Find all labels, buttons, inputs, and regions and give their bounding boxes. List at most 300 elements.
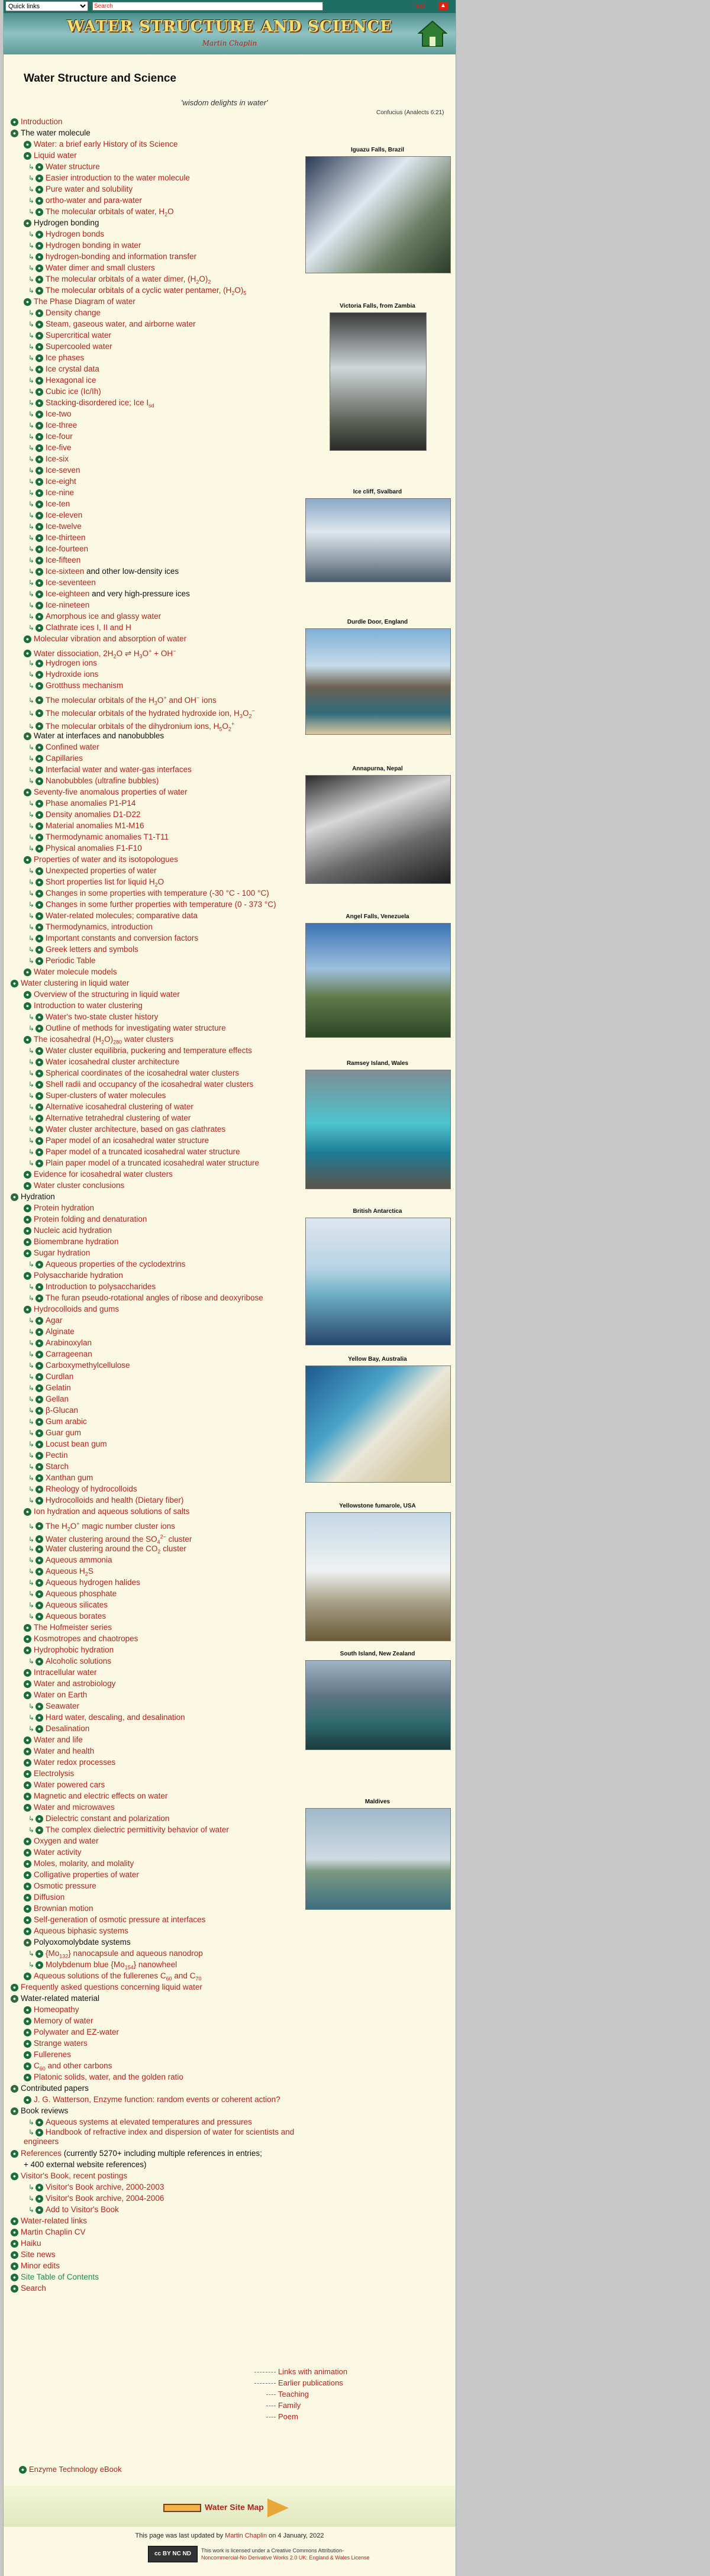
bullet-icon: ● — [36, 1429, 43, 1437]
toc-link[interactable]: Platonic solids, water, and the golden ratio — [34, 2073, 183, 2081]
toc-link[interactable]: Visitor's Book, recent postings — [21, 2171, 128, 2180]
toc-link[interactable]: Water: a brief early History of its Science — [34, 140, 178, 149]
toc-link[interactable]: Physical anomalies F1-F10 — [46, 844, 142, 853]
toc-link[interactable]: Ice-eight — [46, 477, 76, 486]
toc-item — [11, 397, 295, 408]
toc-link[interactable]: Magnetic and electric effects on water — [34, 1791, 168, 1800]
bullet-icon: ● — [24, 141, 31, 149]
toc-link[interactable]: Seawater — [46, 1702, 80, 1710]
toc-item — [11, 932, 295, 944]
toc-link[interactable]: Aqueous phosphate — [46, 1589, 117, 1598]
branch-arrow-icon: ↳ — [28, 365, 34, 373]
toc-link[interactable]: The Hofmeister series — [34, 1623, 112, 1632]
toc-link[interactable]: The molecular orbitals of a cyclic water pentamer, $(H_2O)_5$ — [46, 286, 247, 296]
toc-link[interactable]: Homeopathy — [34, 2005, 79, 2014]
toc-link[interactable]: J. G. Watterson, Enzyme function: random events or coherent action? — [34, 2095, 280, 2104]
toc-item — [11, 1067, 295, 1079]
toc-link[interactable]: Introduction — [21, 117, 63, 126]
toc-link[interactable]: Carboxymethylcellulose — [46, 1361, 130, 1370]
bullet-icon: ● — [36, 1339, 43, 1347]
toc-link[interactable]: Molecular vibration and absorption of water — [34, 634, 187, 643]
toc-link[interactable]: Ice-two — [46, 409, 72, 418]
site-banner — [4, 13, 456, 54]
toc-link[interactable]: Ice-eleven — [46, 511, 83, 519]
link-teaching[interactable]: Teaching — [278, 2390, 309, 2399]
toc-link[interactable]: Site news — [21, 2250, 56, 2259]
toc-item — [11, 1543, 295, 1554]
bullet-icon: ● — [11, 2107, 18, 2115]
bullet-icon: ● — [36, 957, 43, 965]
toc-item — [11, 1258, 295, 1270]
toc-item — [11, 240, 295, 251]
home-icon[interactable] — [418, 19, 447, 49]
bullet-icon: ● — [36, 1613, 43, 1621]
bullet-icon: ● — [24, 1770, 31, 1778]
toc-link[interactable]: Carrageenan — [46, 1350, 92, 1358]
toc-link[interactable]: Water and microwaves — [34, 1803, 115, 1812]
toc-item — [11, 2204, 295, 2215]
toc-link[interactable]: Self-generation of osmotic pressure at interfaces — [34, 1915, 206, 1924]
toc-link[interactable]: Properties of water and its isotopologues — [34, 855, 178, 864]
bullet-icon: ● — [24, 1250, 31, 1257]
toc-link[interactable]: $\{Mo_{132}\}$ nanocapsule and aqueous nanodrop — [46, 1949, 203, 1960]
page-title: Water Structure and Science — [24, 72, 176, 85]
toc-link[interactable]: Super-clusters of water molecules — [46, 1091, 166, 1100]
toc-item — [11, 1191, 295, 1202]
toc-link[interactable]: Protein hydration — [34, 1203, 95, 1212]
toc-link[interactable]: Pure water and solubility — [46, 185, 133, 193]
toc-link[interactable]: Ice-fifteen — [46, 556, 81, 564]
toc-link[interactable]: Water cluster architecture, based on gas clathrates — [46, 1125, 226, 1134]
toc-heading: Hydration — [21, 1192, 55, 1201]
bullet-icon: ● — [36, 501, 43, 508]
toc-link[interactable]: Density anomalies D1-D22 — [46, 810, 141, 819]
bullet-icon: ● — [36, 755, 43, 763]
toc-link[interactable]: Periodic Table — [46, 956, 96, 965]
toc-link[interactable]: Capillaries — [46, 754, 83, 763]
toc-link[interactable]: Greek letters and symbols — [46, 945, 138, 954]
toc-item — [11, 206, 295, 217]
bullet-icon: ● — [11, 2274, 18, 2281]
toc-link[interactable]: Aqueous biphasic systems — [34, 1926, 128, 1935]
toc-link[interactable]: Ice-four — [46, 432, 73, 441]
branch-arrow-icon: ↳ — [28, 624, 34, 632]
toc-link[interactable]: The icosahedral $(H_2O)_{280}$ water clusters — [34, 1035, 174, 1045]
link-earlier-publications[interactable]: Earlier publications — [278, 2378, 343, 2387]
bullet-icon: ● — [24, 1306, 31, 1313]
site-map-button[interactable] — [163, 2498, 289, 2517]
toc-link[interactable]: Ice-sixteen — [46, 567, 85, 576]
toc-item — [11, 1022, 295, 1034]
toc-item — [11, 865, 295, 876]
toc-link[interactable]: Introduction to polysaccharides — [46, 1282, 156, 1291]
toc-item — [11, 1723, 295, 1734]
toc-item — [11, 1903, 295, 1914]
bullet-icon: ● — [36, 163, 43, 171]
toc-link[interactable]: Ion hydration and aqueous solutions of salts — [34, 1507, 190, 1516]
toc-link[interactable]: The molecular orbitals of a water dimer, $(H_2O)_2$ — [46, 275, 211, 285]
bullet-icon: ● — [11, 2085, 18, 2093]
toc-link[interactable]: Haiku — [21, 2239, 41, 2248]
bullet-icon: ● — [36, 366, 43, 373]
toc-item — [11, 172, 295, 183]
toc-link[interactable]: Desalination — [46, 1724, 90, 1733]
toc-link[interactable]: Aqueous hydrogen halides — [46, 1578, 140, 1587]
toc-link[interactable]: Rheology of hydrocolloids — [46, 1484, 137, 1493]
toc-link[interactable]: Water and life — [34, 1735, 83, 1744]
branch-arrow-icon: ↳ — [28, 934, 34, 942]
toc-link[interactable]: Water and health — [34, 1747, 95, 1755]
toc-item — [11, 408, 295, 419]
toc-link[interactable]: Steam, gaseous water, and airborne water — [46, 319, 196, 328]
bullet-icon: ● — [36, 660, 43, 667]
toc-link[interactable]: Aqueous $H_2S$ — [46, 1567, 93, 1577]
toc-link[interactable]: Memory of water — [34, 2016, 93, 2025]
find-button[interactable]: Find — [412, 2, 425, 9]
toc-link[interactable]: Ice phases — [46, 353, 85, 362]
branch-arrow-icon: ↳ — [28, 545, 34, 553]
author-link[interactable]: Martin Chaplin — [225, 2532, 267, 2539]
search-input[interactable]: Search — [92, 2, 323, 11]
branch-arrow-icon: ↳ — [28, 320, 34, 328]
toc-item — [11, 1970, 295, 1981]
toc-link[interactable]: Water clustering around the $CO_2$ cluster — [46, 1544, 186, 1555]
toc-link[interactable]: Spherical coordinates of the icosahedral water clusters — [46, 1069, 240, 1077]
toc-link[interactable]: Nucleic acid hydration — [34, 1226, 112, 1235]
toc-link[interactable]: Gum arabic — [46, 1417, 87, 1426]
toc-link[interactable]: Hard water, descaling, and desalination — [46, 1713, 185, 1722]
toc-link[interactable]: β-Glucan — [46, 1406, 79, 1415]
toc-link[interactable]: Density change — [46, 308, 101, 317]
bullet-icon: ● — [11, 2217, 18, 2225]
toc-link[interactable]: Polysaccharide hydration — [34, 1271, 123, 1280]
bullet-icon: ● — [24, 1002, 31, 1010]
enzyme-ebook-row — [19, 2465, 122, 2474]
bullet-icon: ● — [24, 298, 31, 306]
toc-link[interactable]: Visitor's Book archive, 2000-2003 — [46, 2183, 164, 2191]
toc-item — [11, 1517, 295, 1530]
toc-link[interactable]: Confined water — [46, 743, 99, 751]
toc-link[interactable]: Dielectric constant and polarization — [46, 1814, 170, 1823]
toc-link[interactable]: Ice-fourteen — [46, 544, 89, 553]
toc-link[interactable]: Water dimer and small clusters — [46, 263, 155, 272]
toc-link[interactable]: Ice-eighteen — [46, 589, 90, 598]
toc-item — [11, 1588, 295, 1599]
toc-link[interactable]: Ice-five — [46, 443, 72, 452]
toc-link[interactable]: Hydrogen bonding in water — [46, 241, 141, 250]
branch-arrow-icon: ↳ — [28, 1713, 34, 1722]
toc-link[interactable]: Gellan — [46, 1394, 69, 1403]
toc-item — [11, 554, 295, 566]
toc-link[interactable]: Interfacial water and water-gas interfaces — [46, 765, 192, 774]
toc-link[interactable]: Amorphous ice and glassy water — [46, 612, 162, 621]
bullet-icon: ● — [24, 1838, 31, 1845]
toc-link[interactable]: Ice-nine — [46, 488, 75, 497]
toc-item — [11, 786, 295, 798]
bullet-icon: ● — [36, 682, 43, 690]
branch-arrow-icon: ↳ — [28, 1556, 34, 1564]
toc-link[interactable]: Ice-six — [46, 454, 69, 463]
bullet-icon: ● — [24, 1182, 31, 1190]
toc-link[interactable]: Aqueous solutions of the fullerenes $C_{60}$ and $C_{70}$ — [34, 1971, 202, 1982]
toc-link[interactable]: The Phase Diagram of water — [34, 297, 135, 306]
toc-link[interactable]: Unexpected properties of water — [46, 866, 157, 875]
toc-link[interactable]: The molecular orbitals of water, $H_2O$ — [46, 207, 174, 218]
toc-link[interactable]: Gelatin — [46, 1383, 71, 1392]
toc-link[interactable]: Short properties list for liquid $H_2O$ — [46, 877, 164, 888]
toc-link[interactable]: Ice-nineteen — [46, 601, 90, 609]
toc-link[interactable]: Phase anomalies P1-P14 — [46, 799, 136, 808]
toc-link[interactable]: Ice-ten — [46, 499, 70, 508]
toc-link[interactable]: Paper model of an icosahedral water structure — [46, 1136, 209, 1145]
toc-link[interactable]: Hydrocolloids and gums — [34, 1305, 120, 1313]
bullet-icon: ● — [36, 1497, 43, 1505]
toc-link[interactable]: Martin Chaplin CV — [21, 2228, 86, 2236]
toc-link[interactable]: Colligative properties of water — [34, 1870, 139, 1879]
toc-link[interactable]: Sugar hydration — [34, 1248, 91, 1257]
toc-link[interactable]: Evidence for icosahedral water clusters — [34, 1170, 173, 1179]
toc-link[interactable]: Handbook of refractive index and dispersion of water for scientists and engineers — [24, 2128, 295, 2146]
branch-arrow-icon: ↳ — [28, 1283, 34, 1291]
toc-link[interactable]: Brownian motion — [34, 1904, 93, 1913]
enzyme-ebook-link[interactable]: Enzyme Technology eBook — [29, 2465, 122, 2474]
toc-link[interactable]: Electrolysis — [34, 1769, 75, 1778]
branch-arrow-icon: ↳ — [28, 912, 34, 920]
toc-link[interactable]: Seventy-five anomalous properties of water — [34, 787, 188, 796]
branch-arrow-icon: ↳ — [28, 1024, 34, 1032]
toc-link[interactable]: Ice-seventeen — [46, 578, 96, 587]
branch-arrow-icon: ↳ — [28, 590, 34, 598]
toc-link[interactable]: Clathrate ices I, II and H — [46, 623, 131, 632]
toc-item — [11, 599, 295, 611]
branch-arrow-icon: ↳ — [28, 1294, 34, 1302]
toc-item — [11, 150, 295, 161]
landscape-photo — [305, 1366, 451, 1483]
branch-arrow-icon: ↳ — [28, 1114, 34, 1122]
toc-item — [11, 680, 295, 691]
toc-link[interactable]: Water dissociation, $2H_2O$ ⇌ $H_3O^+ + OH^-$ — [34, 648, 176, 660]
toc-link[interactable]: Alternative tetrahedral clustering of water — [46, 1113, 191, 1122]
toc-link[interactable]: Aqueous ammonia — [46, 1555, 112, 1564]
toc-link[interactable]: Paper model of a truncated icosahedral water structure — [46, 1147, 240, 1156]
toc-link[interactable]: Alternative icosahedral clustering of water — [46, 1102, 193, 1111]
toc-item — [11, 352, 295, 363]
toc-item — [11, 2038, 295, 2049]
toc-link[interactable]: Material anomalies M1-M16 — [46, 821, 144, 830]
toc-link[interactable]: Hydrophobic hydration — [34, 1645, 114, 1654]
toc-link[interactable]: Outline of methods for investigating water structure — [46, 1024, 226, 1032]
link-family[interactable]: Family — [278, 2401, 301, 2410]
toc-link[interactable]: Locust bean gum — [46, 1439, 107, 1448]
banner-author[interactable]: Martin Chaplin — [202, 39, 257, 47]
toc-link[interactable]: Changes in some further properties with temperature (0 - 373 °C) — [46, 900, 276, 909]
toc-link[interactable]: The molecular orbitals of the $H_3O^+$ and OH− ions — [46, 695, 217, 706]
toc-link[interactable]: Osmotic pressure — [34, 1881, 96, 1890]
toc-link[interactable]: Water-related links — [21, 2216, 88, 2225]
toc-link[interactable]: Arabinoxylan — [46, 1338, 92, 1347]
bullet-icon: ● — [24, 635, 31, 643]
toc-link[interactable]: References — [21, 2149, 62, 2158]
toc-link[interactable]: Hydroxide ions — [46, 670, 99, 679]
toc-item — [11, 921, 295, 932]
toc-link[interactable]: Water and astrobiology — [34, 1679, 116, 1688]
toc-link[interactable]: Easier introduction to the water molecule — [46, 173, 190, 182]
toc-link[interactable]: Fullerenes — [34, 2050, 72, 2059]
bullet-icon: ● — [11, 2240, 18, 2248]
toc-link[interactable]: Alcoholic solutions — [46, 1657, 112, 1665]
bullet-icon: ● — [24, 1691, 31, 1699]
toc-link[interactable]: Water clustering around the $SO_4^{2-}$ cluster — [46, 1534, 192, 1545]
bullet-icon: ● — [24, 1973, 31, 1980]
toc-link[interactable]: Overview of the structuring in liquid water — [34, 990, 180, 999]
toc-link[interactable]: Supercooled water — [46, 342, 112, 351]
toc-link[interactable]: Water cluster equilibria, puckering and temperature effects — [46, 1046, 252, 1055]
toc-link[interactable]: Search — [21, 2284, 46, 2293]
toc-link[interactable]: Guar gum — [46, 1428, 82, 1437]
toc-link[interactable]: Water clustering in liquid water — [21, 979, 130, 987]
toc-link[interactable]: Add to Visitor's Book — [46, 2205, 119, 2214]
toc-link[interactable]: Supercritical water — [46, 331, 112, 340]
quick-links-select[interactable] — [5, 1, 88, 11]
toc-link[interactable]: Alginate — [46, 1327, 75, 1336]
link-poem[interactable]: Poem — [278, 2412, 298, 2421]
toc-link[interactable]: Grotthuss mechanism — [46, 681, 124, 690]
landscape-photo — [305, 628, 451, 735]
toc-link[interactable]: Ice-three — [46, 421, 78, 430]
toc-link[interactable]: Aqueous borates — [46, 1612, 106, 1621]
toc-link[interactable]: Water's two-state cluster history — [46, 1012, 159, 1021]
toc-link[interactable]: Ice crystal data — [46, 364, 99, 373]
branch-arrow-icon: ↳ — [28, 743, 34, 751]
toc-link[interactable]: The molecular orbitals of the hydrated hydroxide ion, $H_3O_2^-$ — [46, 708, 255, 719]
toc-link[interactable]: Biomembrane hydration — [34, 1237, 119, 1246]
toc-item — [11, 977, 295, 989]
bullet-icon: ● — [24, 2040, 31, 2048]
link-animation[interactable]: Links with animation — [278, 2367, 348, 2376]
toc-link[interactable]: Strange waters — [34, 2039, 88, 2048]
toc-link[interactable]: Water structure — [46, 162, 100, 171]
toc-link[interactable]: Aqueous systems at elevated temperatures and pressures — [46, 2117, 252, 2126]
toc-link[interactable]: Aqueous properties of the cyclodextrins — [46, 1260, 186, 1268]
toc-link[interactable]: Ice-thirteen — [46, 533, 86, 542]
branch-arrow-icon: ↳ — [28, 957, 34, 965]
toc-link[interactable]: Important constants and conversion factors — [46, 934, 199, 942]
toc-link[interactable]: Molybdenum blue $\{Mo_{154}\}$ nanowheel — [46, 1960, 178, 1971]
toc-item — [11, 644, 295, 660]
up-arrow-icon[interactable]: ▲ — [438, 2, 448, 10]
toc-link[interactable]: Introduction to water clustering — [34, 1001, 143, 1010]
toc-link[interactable]: Frequently asked questions concerning liquid water — [21, 1983, 202, 1991]
toc-link[interactable]: Water powered cars — [34, 1780, 105, 1789]
cc-license-badge[interactable]: cc BY NC ND — [148, 2546, 198, 2562]
toc-link[interactable]: Thermodynamics, introduction — [46, 922, 153, 931]
toc-link[interactable]: Polywater and EZ-water — [34, 2028, 120, 2036]
toc-link[interactable]: Pectin — [46, 1451, 68, 1460]
toc-item — [11, 1101, 295, 1112]
toc-link[interactable]: Water icosahedral cluster architecture — [46, 1057, 180, 1066]
toc-link[interactable]: Diffusion — [34, 1893, 65, 1902]
toc-link[interactable]: Hexagonal ice — [46, 376, 96, 385]
toc-link[interactable]: Cubic ice (Ic/Ih) — [46, 387, 101, 396]
bullet-icon: ● — [36, 197, 43, 205]
branch-arrow-icon: ↳ — [28, 1590, 34, 1598]
toc-item — [11, 2170, 295, 2181]
toc-link[interactable]: ortho-water and para-water — [46, 196, 142, 205]
toc-link[interactable]: Water redox processes — [34, 1758, 116, 1767]
toc-link[interactable]: Changes in some properties with temperature (-30 °C - 100 °C) — [46, 889, 269, 898]
toc-link[interactable]: Agar — [46, 1316, 63, 1325]
toc-link[interactable]: Aqueous silicates — [46, 1600, 108, 1609]
toc-link[interactable]: Kosmotropes and chaotropes — [34, 1634, 138, 1643]
toc-link[interactable]: Starch — [46, 1462, 69, 1471]
toc-link[interactable]: Curdlan — [46, 1372, 74, 1381]
bullet-icon: ● — [24, 1748, 31, 1755]
toc-link[interactable]: Shell radii and occupancy of the icosahedral water clusters — [46, 1080, 254, 1089]
branch-arrow-icon: ↳ — [28, 923, 34, 931]
toc-link[interactable]: Site Table of Contents — [21, 2272, 99, 2281]
toc-link[interactable]: Water activity — [34, 1848, 82, 1857]
toc-link[interactable]: Protein folding and denaturation — [34, 1215, 147, 1224]
toc-link[interactable]: The molecular orbitals of the dihydronium ions, $H_5O_2^+$ — [46, 721, 235, 732]
toc-link[interactable]: Stacking-disordered ice; Ice $I_{sd}$ — [46, 398, 154, 409]
bullet-icon: ● — [36, 1703, 43, 1710]
toc-link[interactable]: Hydrocolloids and health (Dietary fiber) — [46, 1496, 184, 1505]
toc-link[interactable]: The furan pseudo-rotational angles of ribose and deoxyribose — [46, 1293, 263, 1302]
toc-link[interactable]: The $H_2O^+$ magic number cluster ions — [46, 1521, 175, 1532]
toc-link[interactable]: Hydrogen bonds — [46, 230, 105, 238]
toc-link[interactable]: The complex dielectric permittivity behavior of water — [46, 1825, 229, 1834]
toc-link[interactable]: Water on Earth — [34, 1690, 88, 1699]
toc-link[interactable]: Ice-twelve — [46, 522, 82, 531]
toc-item — [11, 1790, 295, 1802]
toc-link[interactable]: Minor edits — [21, 2261, 60, 2270]
toc-note: (currently 5270+ including multiple references in entries; — [62, 2149, 262, 2158]
bullet-icon: ● — [24, 2096, 31, 2104]
toc-item — [11, 854, 295, 865]
toc-item — [11, 464, 295, 476]
toc-link[interactable]: Thermodynamic anomalies T1-T11 — [46, 832, 169, 841]
toc-item — [11, 1712, 295, 1723]
toc-item — [11, 1090, 295, 1101]
toc-item — [11, 741, 295, 753]
toc-link[interactable]: Water molecule models — [34, 967, 117, 976]
branch-arrow-icon: ↳ — [28, 1657, 34, 1665]
branch-arrow-icon: ↳ — [28, 889, 34, 898]
bullet-icon: ● — [36, 512, 43, 519]
toc-link[interactable]: Xanthan gum — [46, 1473, 93, 1482]
toc-link[interactable]: Nanobubbles (ultrafine bubbles) — [46, 776, 159, 785]
bullet-icon: ● — [11, 130, 18, 137]
toc-link[interactable]: Visitor's Book archive, 2004-2006 — [46, 2194, 164, 2203]
toc-link[interactable]: Oxygen and water — [34, 1836, 99, 1845]
toc-link[interactable]: Water-related molecules; comparative data — [46, 911, 198, 920]
toc-link[interactable]: Intracellular water — [34, 1668, 97, 1677]
toc-link[interactable]: Moles, molarity, and molality — [34, 1859, 134, 1868]
bullet-icon: ● — [36, 568, 43, 576]
bullet-icon: ● — [19, 2466, 27, 2474]
bullet-icon: ● — [24, 732, 31, 740]
toc-link[interactable]: hydrogen-bonding and information transfer — [46, 252, 197, 261]
toc-link[interactable]: $C_{60}$ and other carbons — [34, 2061, 112, 2072]
toc-item — [11, 1981, 295, 1993]
toc-link[interactable]: Water cluster conclusions — [34, 1181, 125, 1190]
toc-link[interactable]: Liquid water — [34, 151, 77, 160]
toc-link[interactable]: Plain paper model of a truncated icosahedral water structure — [46, 1158, 259, 1167]
toc-link[interactable]: Ice-seven — [46, 466, 80, 474]
toc-link[interactable]: Hydrogen ions — [46, 658, 98, 667]
photo-caption: Durdle Door, England — [347, 619, 408, 625]
toc-item — [11, 1000, 295, 1011]
